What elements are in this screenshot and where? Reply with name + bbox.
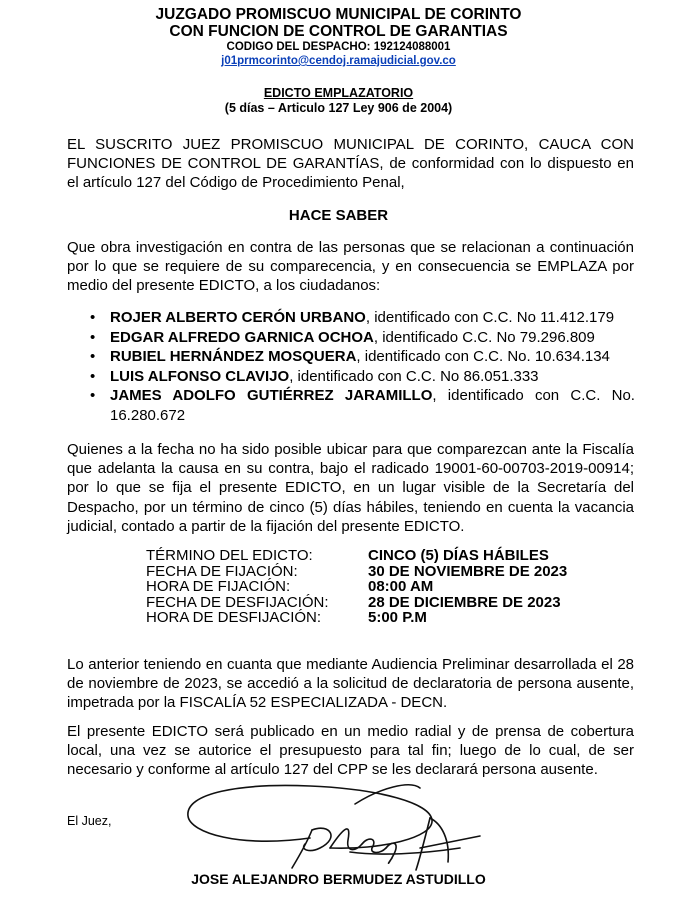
person-item	[90, 347, 635, 367]
date-row	[146, 564, 567, 580]
person-name: EDGAR ALFREDO GARNICA OCHOA	[110, 328, 374, 346]
person-id: , identificado con C.C. No. 10.634.134	[356, 348, 610, 365]
document-header	[0, 6, 677, 68]
person-name: JAMES ADOLFO GUTIÉRREZ JARAMILLO	[110, 387, 433, 404]
location-paragraph: Quienes a la fecha no ha sido posible ubicar para que comparezcan ante la Fiscalía que adelanta la causa en su contra, bajo el radicado 19001-60-00703-2019-00914; por lo que se fija el presente EDICTO, en un lugar visible de la Secretaría del Despacho, por un término de cinco (5) días hábiles, teniendo en cuenta la vacancia judicial, contado a partir de la fijación del presente EDICTO.	[67, 441, 634, 535]
date-row	[146, 595, 567, 611]
bullet-icon: •	[90, 367, 96, 385]
edicto-title: EDICTO EMPLAZATORIO	[263, 86, 414, 100]
hearing-paragraph: Lo anterior teniendo en cuanta que mediante Audiencia Preliminar desarrollada el 28 de noviembre de 2023, se accedió a la solicitud de declaratoria de persona ausente, impetrada por la FISCALÍA 52 ESPECIALIZADA - DECN.	[67, 656, 634, 712]
person-id: , identificado con C.C. No. 16.280.672	[110, 387, 635, 424]
court-email-link[interactable]: j01prmcorinto@cendoj.ramajudicial.gov.co	[221, 55, 456, 67]
bullet-icon: •	[90, 387, 96, 404]
person-id: , identificado con C.C. No 11.412.179	[365, 309, 615, 326]
bullet-icon: •	[90, 309, 96, 326]
date-value: CINCO (5) DÍAS HÁBILES	[368, 547, 549, 564]
person-name: RUBIEL HERNÁNDEZ MOSQUERA	[110, 348, 357, 365]
date-row	[146, 579, 567, 595]
person-item	[90, 367, 635, 387]
closing-label: El Juez,	[67, 814, 112, 828]
intro-paragraph: EL SUSCRITO JUEZ PROMISCUO MUNICIPAL DE CORINTO, CAUCA CON FUNCIONES DE CONTROL DE GARANTÍAS, de conformidad con lo dispuesto en el artículo 127 del Código de Procedimiento Penal,	[67, 136, 634, 192]
office-code: CODIGO DEL DESPACHO: 192124088001	[226, 41, 451, 53]
bullet-icon: •	[90, 348, 96, 365]
person-item	[90, 308, 635, 328]
bullet-icon: •	[90, 328, 96, 346]
date-label: FECHA DE DESFIJACIÓN:	[146, 593, 329, 611]
person-name: LUIS ALFONSO CLAVIJO	[110, 367, 290, 385]
hace-saber-heading: HACE SABER	[288, 207, 389, 224]
people-list	[90, 308, 635, 425]
investigation-paragraph: Que obra investigación en contra de las personas que se relacionan a continuación por lo que se requiere de su comparecencia, y en consecuencia se EMPLAZA por medio del presente EDICTO, a los ciudadanos:	[67, 239, 634, 295]
date-value: 08:00 AM	[368, 578, 434, 595]
person-item	[90, 386, 635, 425]
date-value: 30 DE NOVIEMBRE DE 2023	[368, 562, 568, 580]
edicto-subtitle: (5 días – Articulo 127 Ley 906 de 2004)	[224, 101, 453, 115]
date-label: HORA DE FIJACIÓN:	[146, 578, 291, 595]
person-id: , identificado C.C. No 79.296.809	[373, 328, 595, 346]
judge-name: JOSE ALEJANDRO BERMUDEZ ASTUDILLO	[191, 871, 486, 887]
dates-table	[146, 548, 567, 626]
date-value: 28 DE DICIEMBRE DE 2023	[368, 593, 561, 611]
date-value: 5:00 P.M	[368, 609, 427, 626]
edicto-heading	[0, 86, 677, 116]
date-row	[146, 548, 567, 564]
publication-paragraph: El presente EDICTO será publicado en un medio radial y de prensa de cobertura local, una vez se autorice el presupuesto para tal fin; luego de lo cual, de ser necesario y conforme al artículo 127 del CPP se les declarará persona ausente.	[67, 723, 634, 779]
date-label: FECHA DE FIJACIÓN:	[146, 562, 298, 580]
date-row	[146, 610, 567, 626]
date-label: HORA DE DESFIJACIÓN:	[146, 609, 322, 626]
person-item	[90, 328, 635, 348]
court-name-line1: JUZGADO PROMISCUO MUNICIPAL DE CORINTO	[155, 6, 522, 23]
person-id: , identificado con C.C. No 86.051.333	[289, 367, 539, 385]
date-label: TÉRMINO DEL EDICTO:	[146, 547, 313, 564]
person-name: ROJER ALBERTO CERÓN URBANO	[110, 309, 366, 326]
judge-signature	[180, 778, 500, 878]
court-name-line2: CON FUNCION DE CONTROL DE GARANTIAS	[169, 23, 508, 40]
